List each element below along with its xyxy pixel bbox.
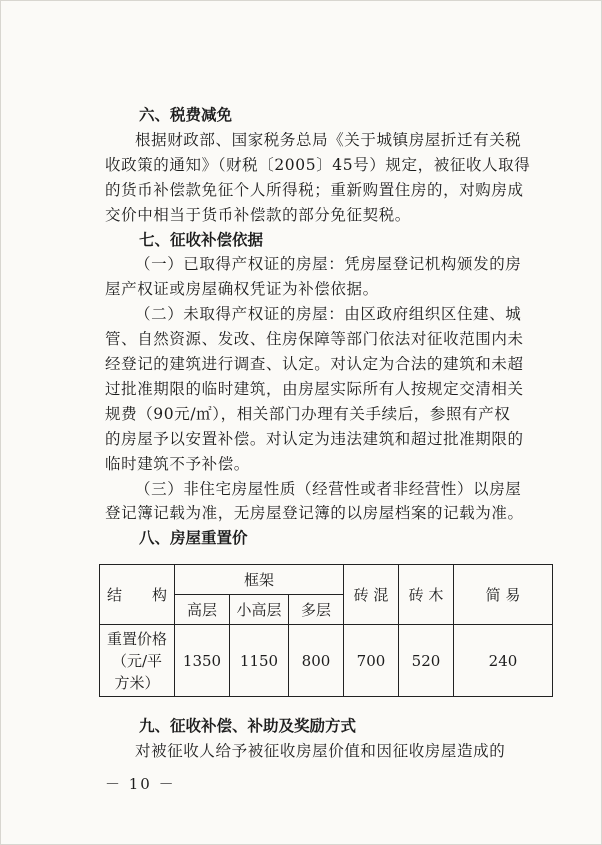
section-heading: 九、征收补偿、补助及奖励方式	[139, 716, 357, 735]
paragraph-line: 屋产权证或房屋确权凭证为补偿依据。	[105, 280, 379, 299]
price-row-label	[100, 625, 175, 697]
price-brick-concrete: 700	[344, 625, 399, 697]
paragraph-line: 临时建筑不予补偿。	[105, 454, 250, 473]
paragraph-line: 根据财政部、国家税务总局《关于城镇房屋折迁有关税	[135, 130, 522, 149]
price-brick-wood: 520	[399, 625, 454, 697]
price-high-rise: 1350	[175, 625, 230, 697]
price-simple: 240	[454, 625, 553, 697]
price-multi-storey: 800	[289, 625, 344, 697]
paragraph-line: 登记簿记载为准，无房屋登记簿的以房屋档案的记载为准。	[105, 504, 524, 523]
paragraph-line: 规费（90元/㎡），相关部门办理有关手续后，参照有产权	[105, 404, 511, 423]
replacement-price-table	[99, 564, 553, 697]
section-heading: 六、税费减免	[139, 105, 233, 124]
paragraph-line: 管、自然资源、发改、住房保障等部门依法对征收范围内未	[105, 330, 524, 349]
page-number: － 10 －	[105, 775, 176, 793]
paragraph-line: 的货币补偿款免征个人所得税；重新购置住房的，对购房成	[105, 180, 524, 199]
brick-concrete-header: 砖 混	[344, 565, 399, 625]
simple-header: 简 易	[454, 565, 553, 625]
price-row-label-line: （元/平	[111, 651, 163, 670]
mid-high-rise-header: 小高层	[230, 595, 289, 625]
paragraph-line: 过批准期限的临时建筑，由房屋实际所有人按规定交清相关	[105, 379, 524, 398]
struct-header: 结 构	[100, 565, 175, 625]
section-heading: 七、征收补偿依据	[139, 229, 264, 249]
section-heading: 八、房屋重置价	[139, 528, 248, 548]
price-mid-high-rise: 1150	[230, 625, 289, 697]
price-row-label-line: 重置价格	[106, 629, 167, 648]
frame-header: 框架	[175, 565, 344, 595]
paragraph-line: 交价中相当于货币补偿款的部分免征契税。	[105, 205, 411, 224]
price-row-label-line: 方米）	[114, 673, 160, 692]
paragraph-line: （三）非住宅房屋性质（经营性或者非经营性）以房屋	[135, 479, 522, 498]
paragraph-line: 经登记的建筑进行调查、认定。对认定为合法的建筑和未超	[105, 355, 524, 373]
high-rise-header: 高层	[175, 595, 230, 625]
paragraph-line: 收政策的通知》（财税〔2005〕45号）规定，被征收人取得	[105, 155, 531, 174]
paragraph-line: （一）已取得产权证的房屋：凭房屋登记机构颁发的房	[135, 255, 522, 274]
paragraph-line: （二）未取得产权证的房屋：由区政府组织区住建、城	[135, 305, 522, 324]
brick-wood-header: 砖 木	[399, 565, 454, 625]
paragraph-line: 对被征收人给予被征收房屋价值和因征收房屋造成的	[135, 742, 506, 760]
multi-storey-header: 多层	[289, 595, 344, 625]
paragraph-line: 的房屋予以安置补偿。对认定为违法建筑和超过批准期限的	[105, 429, 524, 448]
